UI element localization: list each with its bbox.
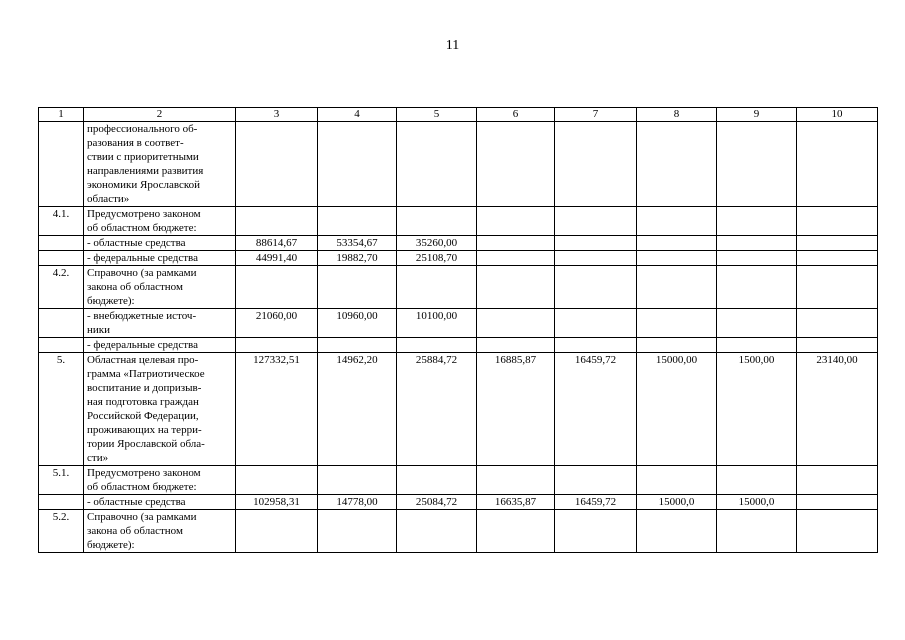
value-cell — [397, 266, 477, 309]
column-header: 10 — [797, 108, 878, 122]
value-cell: 10100,00 — [397, 309, 477, 338]
value-cell — [797, 309, 878, 338]
value-cell — [797, 207, 878, 236]
value-cell: 15000,00 — [637, 353, 717, 466]
budget-table — [38, 107, 878, 553]
value-cell — [637, 251, 717, 266]
value-cell — [555, 266, 637, 309]
description-cell: - областные средства — [84, 236, 236, 251]
value-cell — [637, 338, 717, 353]
value-cell — [637, 122, 717, 207]
row-number-cell: 5.2. — [39, 510, 84, 553]
value-cell: 21060,00 — [236, 309, 318, 338]
description-cell: Предусмотрено законом об областном бюджете: — [84, 207, 236, 236]
value-cell — [555, 338, 637, 353]
value-cell: 1500,00 — [717, 353, 797, 466]
column-header-row — [39, 108, 878, 122]
row-number-cell — [39, 122, 84, 207]
value-cell — [717, 510, 797, 553]
value-cell: 14962,20 — [318, 353, 397, 466]
table-row — [39, 266, 878, 309]
value-cell — [236, 466, 318, 495]
row-number-cell — [39, 338, 84, 353]
value-cell — [637, 236, 717, 251]
value-cell — [797, 122, 878, 207]
value-cell: 16459,72 — [555, 353, 637, 466]
description-cell: профессионального об- разования в соответ- ствии с приоритетными направлениями развития экономики Ярославской области» — [84, 122, 236, 207]
row-number-cell — [39, 251, 84, 266]
value-cell — [318, 122, 397, 207]
value-cell — [797, 466, 878, 495]
value-cell: 127332,51 — [236, 353, 318, 466]
value-cell — [555, 466, 637, 495]
table-row — [39, 495, 878, 510]
value-cell — [397, 207, 477, 236]
table-row — [39, 510, 878, 553]
description-cell: Справочно (за рамками закона об областном бюджете): — [84, 510, 236, 553]
table-row — [39, 466, 878, 495]
row-number-cell: 5. — [39, 353, 84, 466]
value-cell: 14778,00 — [318, 495, 397, 510]
value-cell: 44991,40 — [236, 251, 318, 266]
value-cell — [637, 207, 717, 236]
value-cell: 16885,87 — [477, 353, 555, 466]
table-row — [39, 353, 878, 466]
page-number: 11 — [445, 38, 460, 53]
description-cell: - областные средства — [84, 495, 236, 510]
value-cell — [397, 510, 477, 553]
value-cell — [717, 236, 797, 251]
table-row — [39, 236, 878, 251]
description-cell: Предусмотрено законом об областном бюджете: — [84, 466, 236, 495]
column-header: 4 — [318, 108, 397, 122]
description-cell: - федеральные средства — [84, 251, 236, 266]
value-cell: 102958,31 — [236, 495, 318, 510]
value-cell: 15000,0 — [717, 495, 797, 510]
value-cell — [477, 251, 555, 266]
value-cell — [797, 236, 878, 251]
table-row — [39, 207, 878, 236]
value-cell — [397, 338, 477, 353]
value-cell — [477, 236, 555, 251]
value-cell — [717, 338, 797, 353]
description-cell: - федеральные средства — [84, 338, 236, 353]
value-cell — [477, 122, 555, 207]
value-cell: 19882,70 — [318, 251, 397, 266]
value-cell — [555, 122, 637, 207]
value-cell — [555, 510, 637, 553]
value-cell — [797, 338, 878, 353]
column-header: 7 — [555, 108, 637, 122]
value-cell — [236, 207, 318, 236]
value-cell — [236, 338, 318, 353]
value-cell — [477, 338, 555, 353]
description-cell: Областная целевая про- грамма «Патриотическое воспитание и допризыв- ная подготовка граждан Российской Федерации, проживающих на терри- тории Ярославской обла- сти» — [84, 353, 236, 466]
description-cell: Справочно (за рамками закона об областном бюджете): — [84, 266, 236, 309]
value-cell — [717, 266, 797, 309]
value-cell — [637, 510, 717, 553]
column-header: 5 — [397, 108, 477, 122]
value-cell — [637, 266, 717, 309]
column-header: 8 — [637, 108, 717, 122]
value-cell — [318, 207, 397, 236]
value-cell — [477, 510, 555, 553]
value-cell — [397, 122, 477, 207]
value-cell — [555, 236, 637, 251]
value-cell: 10960,00 — [318, 309, 397, 338]
value-cell — [236, 510, 318, 553]
value-cell — [717, 122, 797, 207]
row-number-cell: 4.2. — [39, 266, 84, 309]
column-header: 1 — [39, 108, 84, 122]
description-cell: - внебюджетные источ- ники — [84, 309, 236, 338]
table-row — [39, 251, 878, 266]
value-cell — [318, 466, 397, 495]
value-cell — [797, 266, 878, 309]
value-cell — [717, 207, 797, 236]
row-number-cell — [39, 236, 84, 251]
row-number-cell — [39, 495, 84, 510]
row-number-cell: 4.1. — [39, 207, 84, 236]
table-row — [39, 338, 878, 353]
value-cell — [555, 251, 637, 266]
value-cell: 35260,00 — [397, 236, 477, 251]
value-cell — [477, 309, 555, 338]
value-cell — [637, 466, 717, 495]
value-cell — [637, 309, 717, 338]
value-cell — [717, 466, 797, 495]
value-cell — [797, 495, 878, 510]
value-cell — [477, 207, 555, 236]
value-cell — [236, 122, 318, 207]
value-cell — [236, 266, 318, 309]
value-cell: 15000,0 — [637, 495, 717, 510]
column-header: 3 — [236, 108, 318, 122]
value-cell: 25084,72 — [397, 495, 477, 510]
value-cell: 25108,70 — [397, 251, 477, 266]
value-cell — [555, 207, 637, 236]
table-row — [39, 309, 878, 338]
column-header: 6 — [477, 108, 555, 122]
value-cell — [318, 338, 397, 353]
value-cell: 16635,87 — [477, 495, 555, 510]
table-row — [39, 122, 878, 207]
value-cell — [717, 251, 797, 266]
row-number-cell — [39, 309, 84, 338]
column-header: 9 — [717, 108, 797, 122]
value-cell — [318, 266, 397, 309]
value-cell: 16459,72 — [555, 495, 637, 510]
value-cell — [797, 251, 878, 266]
column-header: 2 — [84, 108, 236, 122]
value-cell: 88614,67 — [236, 236, 318, 251]
value-cell — [797, 510, 878, 553]
value-cell: 23140,00 — [797, 353, 878, 466]
value-cell — [477, 266, 555, 309]
value-cell — [555, 309, 637, 338]
value-cell — [477, 466, 555, 495]
value-cell — [717, 309, 797, 338]
value-cell: 25884,72 — [397, 353, 477, 466]
row-number-cell: 5.1. — [39, 466, 84, 495]
value-cell — [318, 510, 397, 553]
value-cell — [397, 466, 477, 495]
value-cell: 53354,67 — [318, 236, 397, 251]
